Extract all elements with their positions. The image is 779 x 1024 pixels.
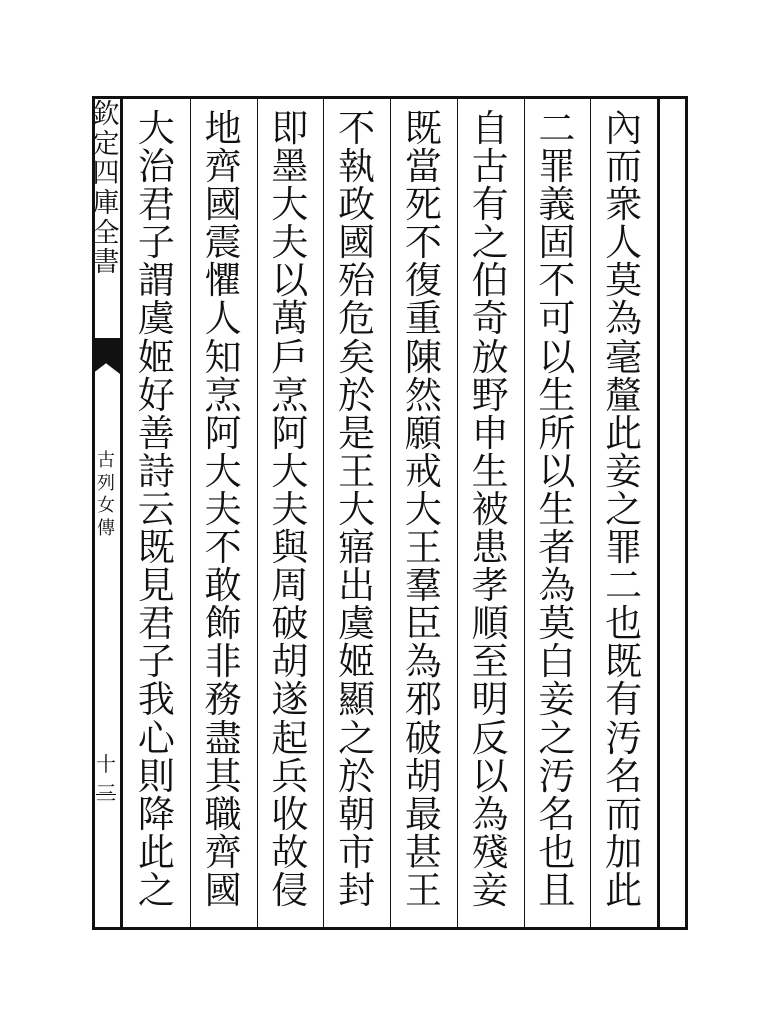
glyph: 為 [471, 792, 509, 836]
text-column [128, 107, 185, 912]
text-column [528, 107, 585, 912]
glyph: 好 [137, 373, 175, 417]
glyph: 為 [605, 297, 643, 341]
glyph: 姬 [338, 640, 376, 684]
column-divider [257, 96, 258, 930]
glyph: 最 [404, 792, 442, 836]
glyph: 大 [271, 183, 309, 227]
glyph: 夫 [204, 487, 242, 531]
glyph: 以 [538, 449, 576, 493]
glyph: 王 [404, 868, 442, 912]
glyph: 云 [137, 487, 175, 531]
glyph: 齊 [204, 145, 242, 189]
glyph: 羣 [404, 564, 442, 608]
glyph: 定 [92, 128, 120, 160]
glyph: 則 [137, 754, 175, 798]
glyph: 孝 [471, 564, 509, 608]
glyph: 不 [204, 526, 242, 570]
glyph: 汚 [605, 716, 643, 760]
glyph: 固 [538, 221, 576, 265]
glyph: 詩 [137, 449, 175, 493]
glyph: 大 [271, 449, 309, 493]
glyph: 王 [338, 449, 376, 493]
glyph: 夫 [271, 487, 309, 531]
glyph: 盡 [204, 716, 242, 760]
glyph: 加 [605, 830, 643, 874]
glyph: 有 [605, 678, 643, 722]
glyph: 既 [404, 107, 442, 150]
glyph: 放 [471, 335, 509, 379]
glyph: 治 [137, 145, 175, 189]
glyph: 二 [605, 564, 643, 608]
glyph: 阿 [204, 411, 242, 455]
glyph: 庫 [92, 188, 120, 220]
glyph: 內 [605, 107, 643, 150]
glyph: 且 [538, 868, 576, 912]
glyph: 既 [605, 640, 643, 684]
glyph: 女 [97, 495, 115, 516]
glyph: 既 [137, 526, 175, 570]
glyph: 朝 [338, 792, 376, 836]
glyph: 生 [538, 373, 576, 417]
glyph: 侵 [271, 868, 309, 912]
glyph: 妾 [471, 868, 509, 912]
glyph: 四 [92, 158, 120, 190]
glyph: 順 [471, 602, 509, 646]
glyph: 白 [538, 640, 576, 684]
glyph: 申 [471, 411, 509, 455]
glyph: 兵 [271, 754, 309, 798]
glyph: 市 [338, 830, 376, 874]
text-column [195, 107, 252, 912]
glyph: 自 [471, 107, 509, 150]
glyph: 復 [404, 259, 442, 303]
glyph: 者 [538, 526, 576, 570]
glyph: 莫 [538, 602, 576, 646]
glyph: 以 [471, 754, 509, 798]
collection-title [92, 100, 120, 278]
glyph: 執 [338, 145, 376, 189]
glyph: 敢 [204, 564, 242, 608]
glyph: 戒 [404, 449, 442, 493]
glyph: 衆 [605, 183, 643, 227]
glyph: 戶 [271, 335, 309, 379]
glyph: 妾 [538, 678, 576, 722]
glyph: 萬 [271, 297, 309, 341]
glyph: 明 [471, 678, 509, 722]
glyph: 臣 [404, 602, 442, 646]
glyph: 生 [538, 487, 576, 531]
glyph: 為 [538, 564, 576, 608]
text-column [328, 107, 385, 912]
glyph: 此 [605, 411, 643, 455]
glyph: 阿 [271, 411, 309, 455]
glyph: 務 [204, 678, 242, 722]
glyph: 妾 [605, 449, 643, 493]
glyph: 釐 [605, 373, 643, 417]
glyph: 出 [338, 564, 376, 608]
glyph: 為 [404, 640, 442, 684]
glyph: 不 [338, 107, 376, 150]
glyph: 野 [471, 373, 509, 417]
glyph: 國 [338, 221, 376, 265]
glyph: 大 [204, 449, 242, 493]
glyph: 謂 [137, 259, 175, 303]
glyph: 虞 [338, 602, 376, 646]
glyph: 虞 [137, 297, 175, 341]
glyph: 莫 [605, 259, 643, 303]
glyph: 毫 [605, 335, 643, 379]
glyph: 人 [204, 297, 242, 341]
column-divider [190, 96, 191, 930]
glyph: 破 [271, 602, 309, 646]
glyph: 名 [538, 792, 576, 836]
glyph: 我 [137, 678, 175, 722]
glyph: 於 [338, 754, 376, 798]
column-divider [524, 96, 525, 930]
glyph: 患 [471, 526, 509, 570]
glyph: 邪 [404, 678, 442, 722]
glyph: 至 [471, 640, 509, 684]
glyph: 全 [92, 217, 120, 249]
glyph: 重 [404, 297, 442, 341]
glyph: 即 [271, 107, 309, 150]
glyph: 胡 [404, 754, 442, 798]
glyph: 欽 [92, 99, 120, 130]
glyph: 之 [471, 221, 509, 265]
glyph: 書 [92, 247, 120, 279]
glyph: 奇 [471, 297, 509, 341]
glyph: 傳 [97, 517, 115, 539]
column-divider [390, 96, 391, 930]
glyph: 願 [404, 411, 442, 455]
column-divider [457, 96, 458, 930]
glyph: 有 [471, 183, 509, 227]
glyph: 此 [137, 830, 175, 874]
glyph: 古 [97, 450, 115, 471]
glyph: 大 [404, 487, 442, 531]
glyph: 胡 [271, 640, 309, 684]
glyph: 善 [137, 411, 175, 455]
glyph: 是 [338, 411, 376, 455]
glyph: 古 [471, 145, 509, 189]
glyph: 見 [137, 564, 175, 608]
glyph: 反 [471, 716, 509, 760]
glyph: 之 [605, 487, 643, 531]
glyph: 所 [538, 411, 576, 455]
glyph: 於 [338, 373, 376, 417]
glyph: 烹 [204, 373, 242, 417]
glyph: 夫 [271, 221, 309, 265]
glyph: 以 [271, 259, 309, 303]
glyph: 生 [471, 449, 509, 493]
glyph: 矣 [338, 335, 376, 379]
glyph: 寤 [338, 526, 376, 570]
glyph: 汚 [538, 754, 576, 798]
glyph: 起 [271, 716, 309, 760]
glyph: 危 [338, 297, 376, 341]
glyph: 而 [605, 145, 643, 189]
glyph: 齊 [204, 830, 242, 874]
glyph: 其 [204, 754, 242, 798]
glyph: 可 [538, 297, 576, 341]
glyph: 君 [137, 183, 175, 227]
column-divider [590, 96, 591, 930]
glyph: 顯 [338, 678, 376, 722]
glyph: 甚 [404, 830, 442, 874]
column-divider [323, 96, 324, 930]
glyph: 墨 [271, 145, 309, 189]
glyph: 烹 [271, 373, 309, 417]
glyph: 之 [338, 716, 376, 760]
glyph: 義 [538, 183, 576, 227]
glyph: 也 [538, 830, 576, 874]
glyph: 封 [338, 868, 376, 912]
glyph: 而 [605, 792, 643, 836]
glyph: 殆 [338, 259, 376, 303]
glyph: 遂 [271, 678, 309, 722]
glyph: 職 [204, 792, 242, 836]
glyph: 人 [605, 221, 643, 265]
glyph: 被 [471, 487, 509, 531]
text-column [595, 107, 652, 912]
glyph: 懼 [204, 259, 242, 303]
glyph: 以 [538, 335, 576, 379]
glyph: 王 [404, 526, 442, 570]
glyph: 故 [271, 830, 309, 874]
glyph: 與 [271, 526, 309, 570]
glyph: 大 [338, 487, 376, 531]
glyph: 此 [605, 868, 643, 912]
glyph: 罪 [605, 526, 643, 570]
glyph: 當 [404, 145, 442, 189]
glyph: 罪 [538, 145, 576, 189]
text-column [261, 107, 318, 912]
glyph: 子 [137, 221, 175, 265]
glyph: 心 [137, 716, 175, 760]
glyph: 地 [204, 107, 242, 150]
glyph: 收 [271, 792, 309, 836]
glyph: 非 [204, 640, 242, 684]
glyph: 破 [404, 716, 442, 760]
text-column [462, 107, 519, 912]
glyph: 死 [404, 183, 442, 227]
glyph: 不 [538, 259, 576, 303]
glyph: 殘 [471, 830, 509, 874]
glyph: 國 [204, 868, 242, 912]
glyph: 二 [538, 107, 576, 150]
glyph: 知 [204, 335, 242, 379]
glyph: 政 [338, 183, 376, 227]
glyph: 降 [137, 792, 175, 836]
glyph: 震 [204, 221, 242, 265]
glyph: 名 [605, 754, 643, 798]
page-number-rule [96, 794, 116, 795]
glyph: 陳 [404, 335, 442, 379]
glyph: 國 [204, 183, 242, 227]
glyph: 周 [271, 564, 309, 608]
page-number: 十三 [96, 752, 116, 805]
glyph: 之 [538, 716, 576, 760]
glyph: 君 [137, 602, 175, 646]
glyph: 伯 [471, 259, 509, 303]
glyph: 之 [137, 868, 175, 912]
glyph: 飾 [204, 602, 242, 646]
glyph: 也 [605, 602, 643, 646]
glyph: 大 [137, 107, 175, 150]
glyph: 然 [404, 373, 442, 417]
glyph: 子 [137, 640, 175, 684]
glyph: 列 [97, 472, 115, 494]
glyph: 不 [404, 221, 442, 265]
book-title [95, 450, 117, 540]
glyph: 姬 [137, 335, 175, 379]
text-column [395, 107, 452, 912]
